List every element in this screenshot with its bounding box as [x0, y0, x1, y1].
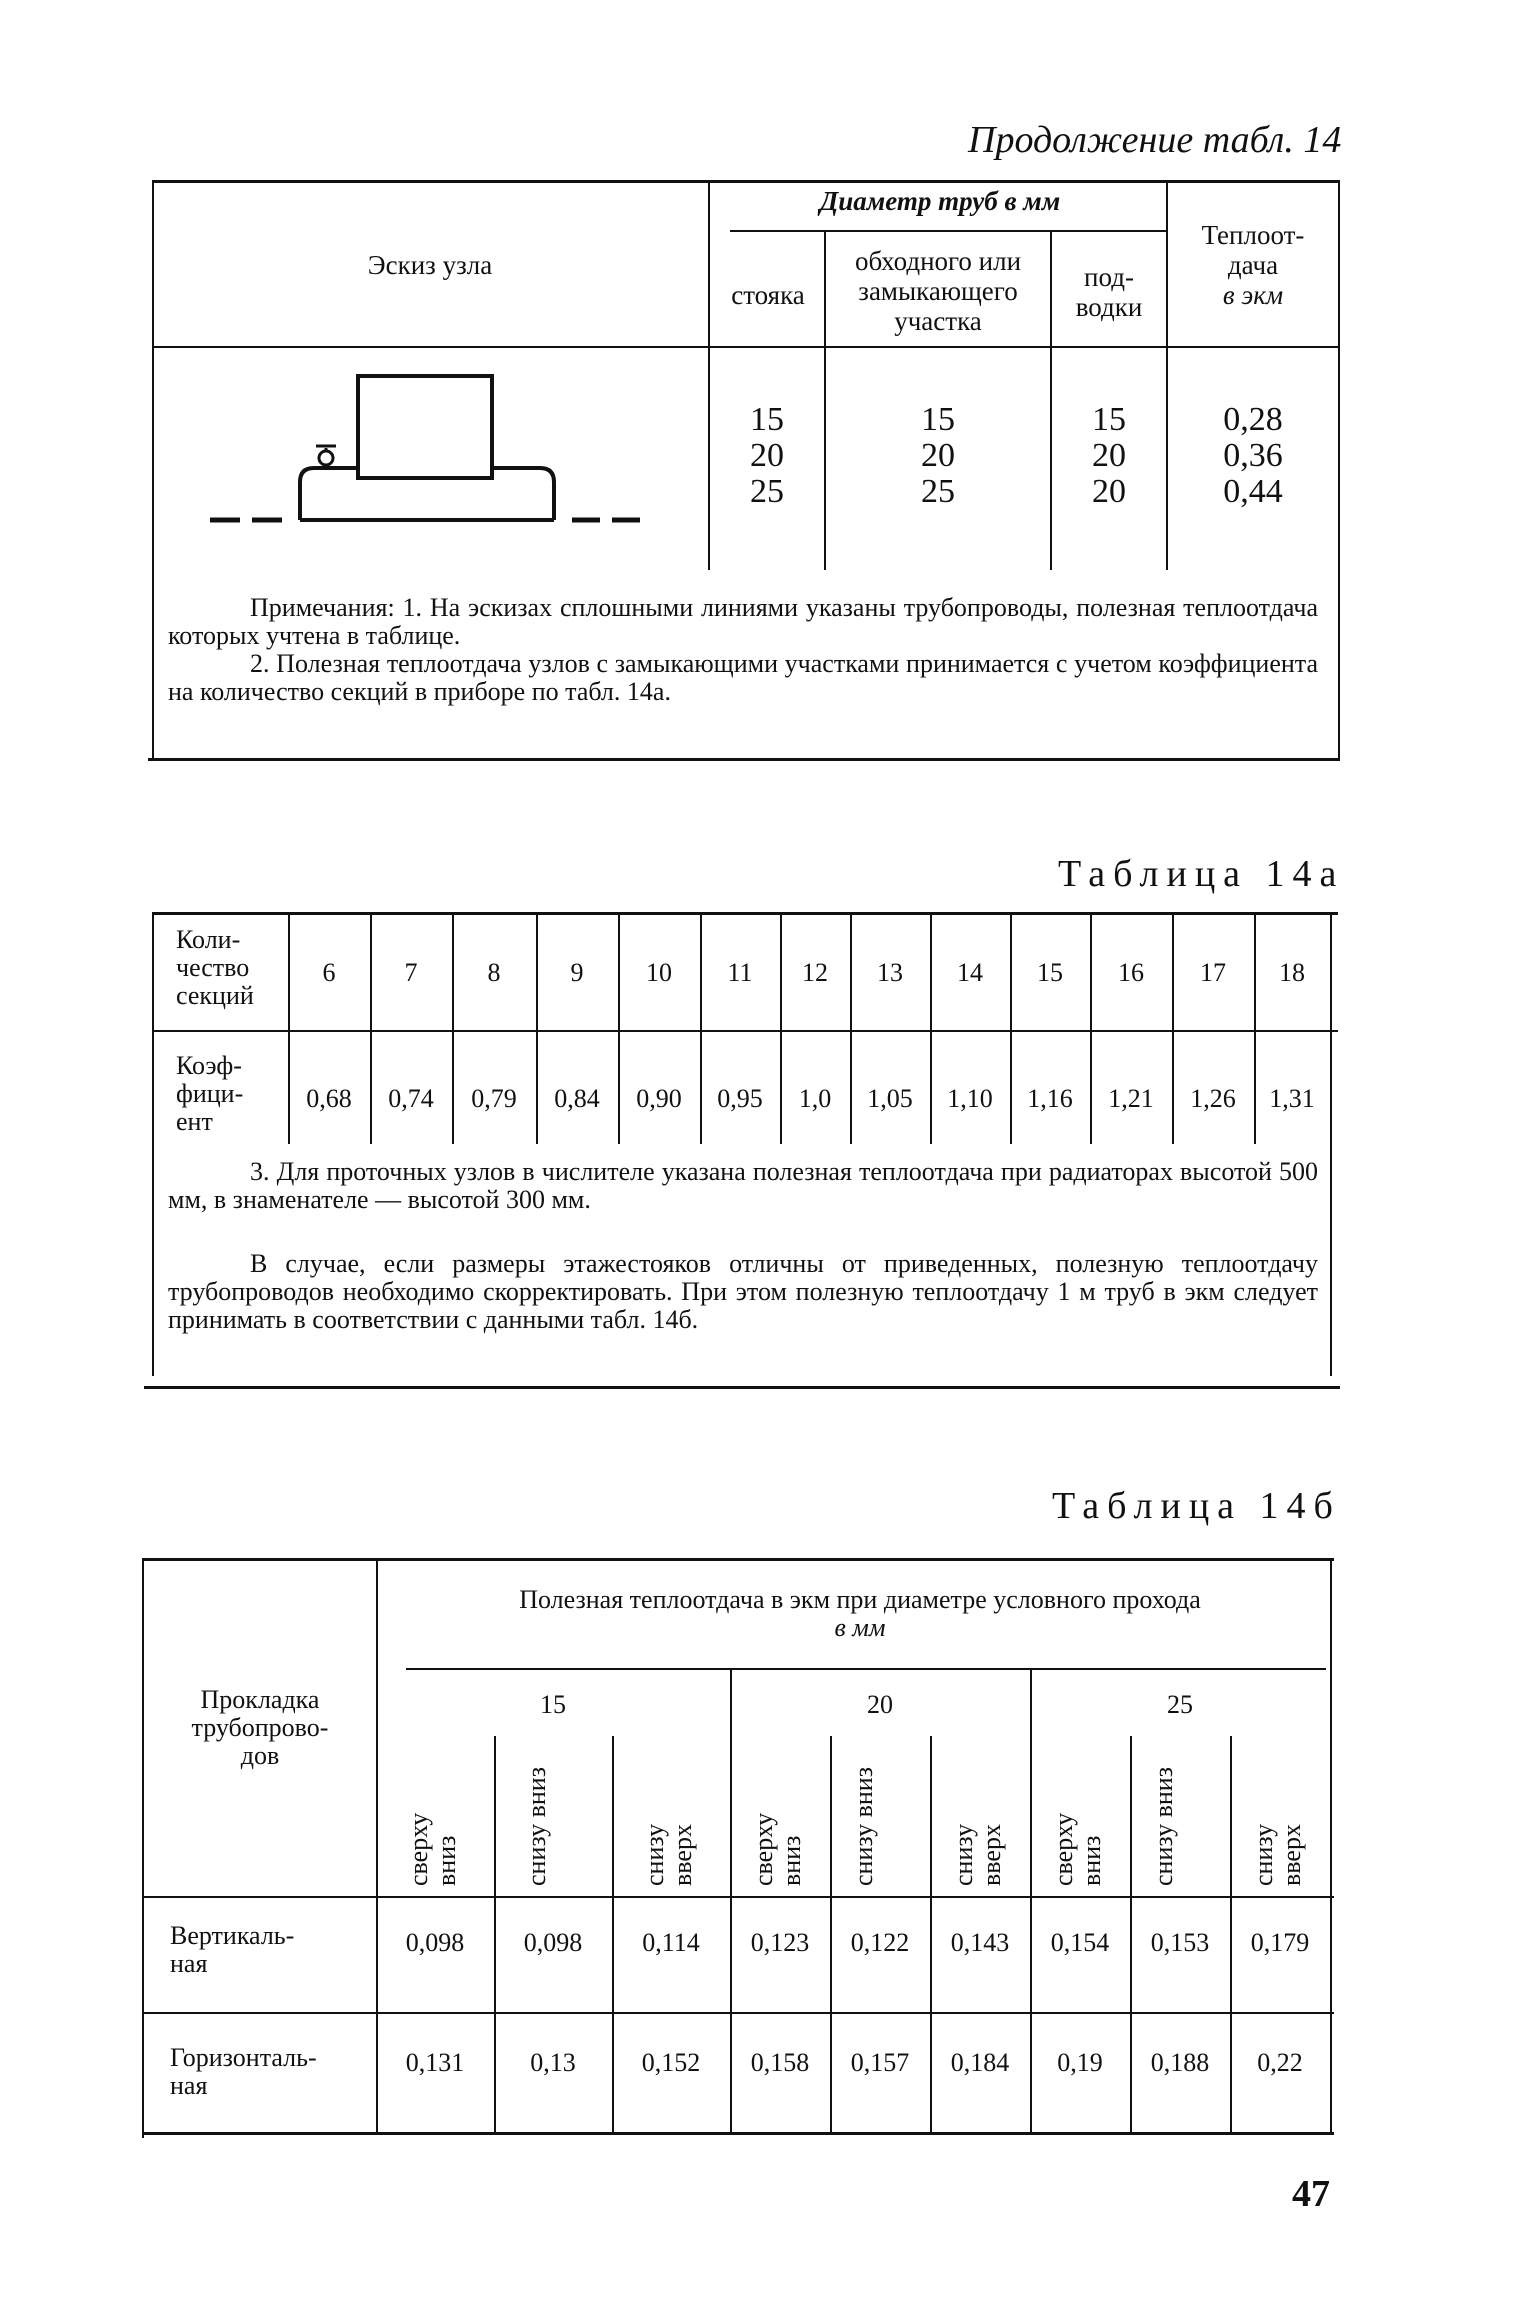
table14a-caption: Таблица 14а [1058, 853, 1345, 895]
table14-subheader-rule [730, 230, 1166, 232]
table14b-row-horizontal-label: Горизонталь- ная [170, 2043, 317, 2100]
radiator-pipe-schematic-icon [200, 360, 660, 540]
table14a-section-cell: 17 [1200, 958, 1226, 987]
table14b-right-border [1330, 1558, 1332, 2132]
table14-header-bypass: обходного или замыкающего участка [854, 246, 1022, 336]
table14b-row-vertical-label: Вертикаль- ная [170, 1921, 295, 1978]
table14-note-1: Примечания: 1. На эскизах сплошными линиями указаны трубопроводы, полезная теплоотдача которых учтена в таблице. [168, 593, 1318, 650]
table14b-value-cell: 0,157 [850, 2048, 910, 2077]
table14b-group-rule [406, 1668, 1326, 1670]
table14-note-2: 2. Полезная теплоотдача узлов с замыкающими участками принимается с учетом коэффициента на количество секций в приборе по табл. 14а. [168, 649, 1318, 706]
table14b-value-cell: 0,188 [1150, 2048, 1210, 2077]
table14a-coefficient-cell: 1,0 [798, 1084, 832, 1113]
table14-divider [1050, 230, 1052, 570]
table14-top-rule [152, 180, 1340, 183]
table14a-coefficient-cell: 1,21 [1108, 1084, 1154, 1113]
table14-podvodki-values: 15 20 20 [1092, 401, 1126, 510]
table14a-note-3: 3. Для проточных узлов в числителе указана полезная теплоотдача при радиаторах высотой 500 мм, в знаменателе — высотой 300 мм. [168, 1157, 1318, 1214]
table14b-header-laying: Прокладка трубопрово- дов [191, 1685, 329, 1770]
table14a-section-cell: 16 [1118, 958, 1144, 987]
table14-heat-values: 0,28 0,36 0,44 [1223, 401, 1283, 510]
table14a-coefficient-cell: 0,79 [471, 1084, 517, 1113]
table14-header-diameter: Диаметр труб в мм [819, 186, 1061, 216]
table14-header-podvodki: под- водки [1075, 262, 1143, 322]
table14a-mid-rule [152, 1030, 1338, 1032]
table14b-direction-header: снизу вверх [1249, 1823, 1306, 1886]
table14b-diameter-header: 25 [1167, 1690, 1193, 1719]
table14b-header-group: Полезная теплоотдача в экм при диаметре условного прохода в мм [519, 1585, 1201, 1642]
table14b-direction-header: сверху вниз [404, 1812, 461, 1886]
table14b-direction-header: снизу вниз [849, 1767, 878, 1886]
table14b-value-cell: 0,22 [1257, 2048, 1303, 2077]
table14-divider [824, 230, 826, 570]
table14b-diameter-header: 20 [867, 1690, 893, 1719]
table14a-row-coef-label: Коэф- фици- ент [176, 1051, 244, 1136]
table14a-right-border [1330, 912, 1332, 1376]
table14b-bottom-rule [142, 2132, 1334, 2135]
table14-right-border [1338, 180, 1340, 760]
table14b-caption: Таблица 14б [1052, 1485, 1341, 1527]
table14-header-sketch: Эскиз узла [367, 250, 493, 280]
table14b-value-cell: 0,19 [1057, 2048, 1103, 2077]
table14a-coefficient-cell: 1,31 [1269, 1084, 1315, 1113]
table14a-section-cell: 11 [727, 958, 753, 987]
table14a-coefficient-cell: 0,74 [388, 1084, 434, 1113]
table14a-paragraph: В случае, если размеры этажестояков отличны от приведенных, полезную теплоотдачу трубопроводов необходимо скорректировать. При этом полезную теплоотдачу 1 м труб в экм следует принимать в соответствии с данными табл. 14б. [168, 1249, 1318, 1334]
table14b-value-cell: 0,098 [405, 1928, 465, 1957]
table14b-value-cell: 0,153 [1150, 1928, 1210, 1957]
table14a-bottom-rule [144, 1386, 1340, 1389]
continuation-title: Продолжение табл. 14 [968, 119, 1342, 161]
table14-header-rule [152, 346, 1340, 348]
table14a-coefficient-cell: 0,84 [554, 1084, 600, 1113]
table14b-value-cell: 0,122 [850, 1928, 910, 1957]
table14a-coefficient-cell: 1,05 [867, 1084, 913, 1113]
table14a-section-cell: 14 [957, 958, 983, 987]
table14a-left-border [152, 912, 154, 1376]
table14a-section-cell: 6 [322, 958, 336, 987]
table14a-section-cell: 18 [1279, 958, 1305, 987]
table14b-direction-header: сверху вниз [1049, 1812, 1106, 1886]
table14b-divider [376, 1558, 378, 2132]
table14a-coefficient-cell: 1,26 [1190, 1084, 1236, 1113]
table14-divider [1166, 180, 1168, 570]
table14b-value-cell: 0,098 [523, 1928, 583, 1957]
table14-header-stoyak: стояка [731, 280, 805, 310]
table14a-section-cell: 12 [802, 958, 828, 987]
table14b-value-cell: 0,158 [750, 2048, 810, 2077]
table14b-value-cell: 0,154 [1050, 1928, 1110, 1957]
table14b-value-cell: 0,114 [642, 1928, 700, 1957]
table14a-section-cell: 10 [646, 958, 672, 987]
table14b-left-border [142, 1558, 144, 2138]
table14a-section-cell: 9 [570, 958, 584, 987]
table14a-row-sections-label: Коли- чество секций [176, 925, 254, 1010]
table14b-header-rule [142, 1896, 1334, 1898]
table14b-direction-header: снизу вверх [949, 1823, 1006, 1886]
table14b-value-cell: 0,152 [641, 2048, 701, 2077]
table14a-coefficient-cell: 1,16 [1027, 1084, 1073, 1113]
table14-bypass-values: 15 20 25 [921, 401, 955, 510]
table14b-diameter-header: 15 [540, 1690, 566, 1719]
table14b-value-cell: 0,13 [530, 2048, 576, 2077]
table14a-coefficient-cell: 1,10 [947, 1084, 993, 1113]
table14-header-heat: Теплоот- дача в экм [1201, 220, 1305, 310]
table14a-section-cell: 13 [877, 958, 903, 987]
table14a-section-cell: 8 [487, 958, 501, 987]
table14b-top-rule [142, 1558, 1334, 1561]
table14b-direction-header: снизу вверх [640, 1823, 697, 1886]
table14a-section-cell: 7 [404, 958, 418, 987]
table14a-top-rule [152, 912, 1338, 915]
table14b-direction-header: сверху вниз [749, 1812, 806, 1886]
table14a-coefficient-cell: 0,90 [636, 1084, 682, 1113]
table14-divider [708, 180, 710, 570]
table14b-row-rule [142, 2012, 1334, 2014]
page-number: 47 [1292, 2173, 1330, 2215]
table14b-value-cell: 0,123 [750, 1928, 810, 1957]
table14a-coefficient-cell: 0,95 [717, 1084, 763, 1113]
table14a-coefficient-cell: 0,68 [306, 1084, 352, 1113]
table14b-value-cell: 0,143 [950, 1928, 1010, 1957]
table14-left-border [152, 180, 154, 760]
table14-bottom-rule [148, 758, 1340, 761]
table14a-section-cell: 15 [1037, 958, 1063, 987]
table14b-value-cell: 0,184 [950, 2048, 1010, 2077]
table14b-direction-header: снизу вниз [522, 1767, 551, 1886]
table14b-value-cell: 0,131 [405, 2048, 465, 2077]
table14b-value-cell: 0,179 [1250, 1928, 1310, 1957]
table14-stoyak-values: 15 20 25 [750, 401, 784, 510]
table14b-direction-header: снизу вниз [1149, 1767, 1178, 1886]
